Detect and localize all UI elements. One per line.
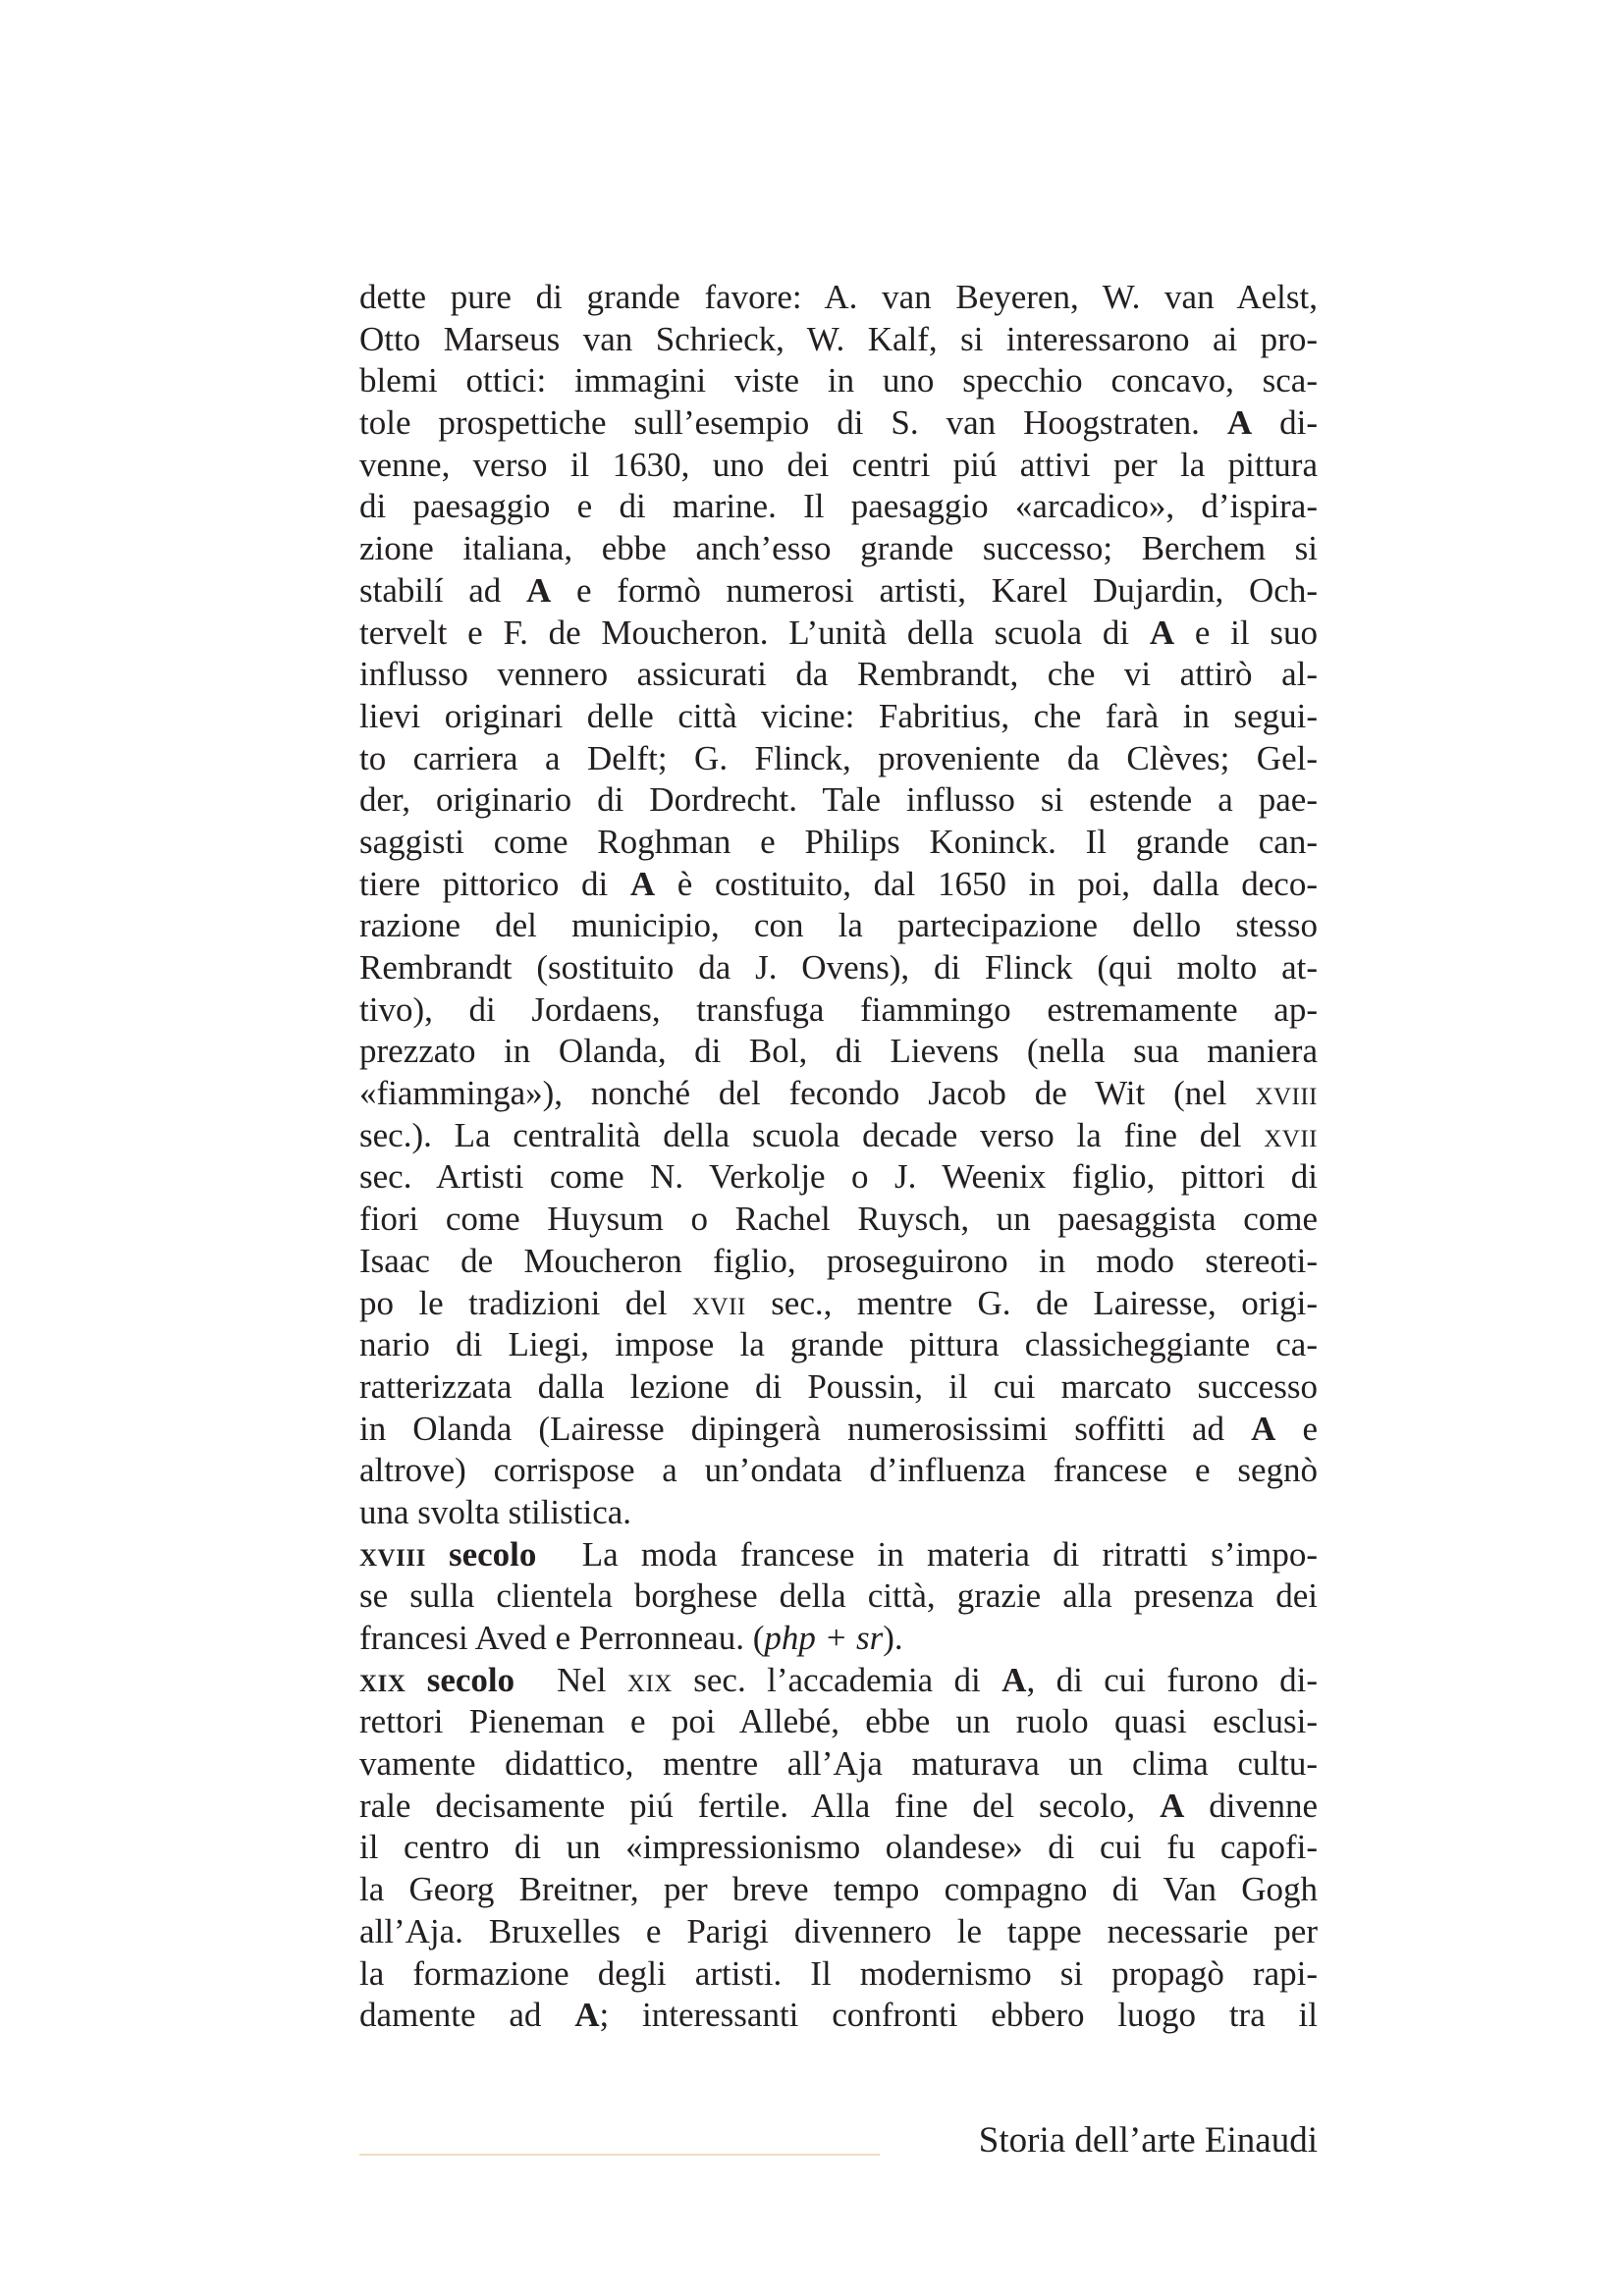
text-segment: in Olanda (Lairesse dipingerà numerosissimi soffitti ad: [359, 1409, 1252, 1448]
text-segment: lievi originari delle città vicine: Fabritius, che farà in segui-: [359, 696, 1318, 735]
text-segment: è costituito, dal 1650 in poi, dalla deco-: [655, 864, 1318, 903]
styled-text: xix: [359, 1660, 406, 1699]
text-segment: «fiamminga»), nonché del fecondo Jacob de Wit (nel: [359, 1074, 1256, 1113]
text-line: [359, 864, 1318, 906]
text-segment: nario di Liegi, impose la grande pittura classicheggiante ca-: [359, 1325, 1318, 1364]
text-segment: ; interessanti confronti ebbero luogo tra il: [599, 1996, 1318, 2035]
page-body: [359, 277, 1318, 2037]
text-line: [359, 989, 1318, 1032]
text-line: [359, 1492, 1318, 1534]
text-segment: di-: [1252, 403, 1318, 443]
text-segment: francesi Aved e Perronneau. (: [359, 1619, 765, 1657]
text-line: [359, 696, 1318, 738]
text-line: [359, 1156, 1318, 1199]
text-segment: ).: [883, 1619, 903, 1657]
footer-rule: [359, 2154, 880, 2156]
text-segment: tole prospettiche sull’esempio di S. van Hoogstraten.: [359, 403, 1227, 443]
text-line: [359, 1366, 1318, 1409]
text-segment: dette pure di grande favore: A. van Beyeren, W. van Aelst,: [359, 278, 1318, 316]
text-line: [359, 779, 1318, 822]
text-line: [359, 947, 1318, 989]
text-line: [359, 319, 1318, 361]
styled-text: xix: [626, 1660, 673, 1699]
text-segment: Otto Marseus van Schrieck, W. Kalf, si interessarono ai pro-: [359, 319, 1318, 358]
text-segment: Rembrandt (sostituito da J. Ovens), di Flinck (qui molto at-: [359, 948, 1318, 987]
text-line: [359, 360, 1318, 402]
styled-text: php + sr: [764, 1619, 884, 1657]
text-segment: stabilí ad: [359, 570, 527, 610]
text-line: [359, 1701, 1318, 1743]
text-line: [359, 1409, 1318, 1451]
text-line: [359, 1324, 1318, 1366]
text-line: [359, 402, 1318, 445]
text-segment: , di cui furono di-: [1026, 1660, 1318, 1699]
text-segment: po le tradizioni del: [359, 1283, 692, 1322]
text-line: [359, 905, 1318, 947]
text-segment: influsso vennero assicurati da Rembrandt, che vi attirò al-: [359, 655, 1318, 694]
page-footer: [359, 2118, 1318, 2167]
styled-text: A: [574, 1996, 600, 2035]
styled-text: A: [629, 864, 656, 903]
styled-text: secolo: [406, 1660, 515, 1699]
text-segment: to carriera a Delft; G. Flinck, proveniente da Clèves; Gel-: [359, 738, 1318, 777]
text-line: [359, 1827, 1318, 1869]
text-line: [359, 1073, 1318, 1115]
text-line: [359, 1953, 1318, 1996]
text-line: [359, 528, 1318, 570]
text-segment: la formazione degli artisti. Il modernismo si propagò rapi-: [359, 1953, 1318, 1993]
text-segment: rale decisamente piú fertile. Alla fine del secolo,: [359, 1786, 1161, 1825]
text-segment: vamente didattico, mentre all’Aja maturava un clima cultu-: [359, 1744, 1318, 1784]
text-line: [359, 1786, 1318, 1828]
footer-title: Storia dell’arte Einaudi: [978, 2120, 1318, 2161]
text-line: [359, 486, 1318, 528]
text-segment: rettori Pieneman e poi Allebé, ebbe un ruolo quasi esclusi-: [359, 1702, 1318, 1741]
text-segment: sec. l’accademia di: [672, 1660, 1002, 1699]
text-line: [359, 570, 1318, 613]
text-line: [359, 738, 1318, 780]
text-segment: der, originario di Dordrecht. Tale influsso si estende a pae-: [359, 780, 1318, 820]
styled-text: xvii: [1264, 1115, 1318, 1154]
text-line: [359, 1283, 1318, 1325]
text-line: [359, 1534, 1318, 1576]
text-segment: e: [1275, 1409, 1318, 1448]
text-segment: divenne: [1184, 1786, 1319, 1825]
text-line: [359, 1450, 1318, 1492]
text-segment: di paesaggio e di marine. Il paesaggio «arcadico», d’ispira-: [359, 487, 1318, 526]
text-line: [359, 1743, 1318, 1786]
text-line: [359, 277, 1318, 319]
text-segment: all’Aja. Bruxelles e Parigi divennero le tappe necessarie per: [359, 1911, 1318, 1950]
styled-text: xviii: [1255, 1074, 1318, 1113]
text-segment: altrove) corrispose a un’ondata d’influenza francese e segnò: [359, 1451, 1318, 1490]
text-line: [359, 1115, 1318, 1157]
text-line: [359, 1618, 1318, 1660]
text-segment: Isaac de Moucheron figlio, proseguirono in modo stereoti-: [359, 1241, 1318, 1280]
text-segment: saggisti come Roghman e Philips Koninck. Il grande can-: [359, 822, 1318, 861]
text-segment: zione italiana, ebbe anch’esso grande successo; Berchem si: [359, 529, 1318, 568]
text-segment: la Georg Breitner, per breve tempo compagno di Van Gogh: [359, 1870, 1318, 1909]
text-line: [359, 1995, 1318, 2037]
text-segment: venne, verso il 1630, uno dei centri piú attivi per la pittura: [359, 445, 1318, 484]
text-segment: ratterizzata dalla lezione di Poussin, il cui marcato successo: [359, 1366, 1318, 1406]
text-segment: blemi ottici: immagini viste in uno specchio concavo, sca-: [359, 361, 1318, 400]
text-line: [359, 1869, 1318, 1911]
text-segment: razione del municipio, con la partecipazione dello stesso: [359, 906, 1318, 945]
text-segment: Nel: [514, 1660, 627, 1699]
text-segment: il centro di un «impressionismo olandese» di cui fu capofi-: [359, 1828, 1318, 1867]
text-line: [359, 445, 1318, 487]
text-segment: sec., mentre G. de Lairesse, origi-: [745, 1283, 1318, 1322]
text-segment: damente ad: [359, 1996, 575, 2035]
text-segment: tiere pittorico di: [359, 864, 630, 903]
text-segment: tervelt e F. de Moucheron. L’unità della scuola di: [359, 613, 1150, 652]
styled-text: secolo: [425, 1534, 537, 1574]
text-segment: fiori come Huysum o Rachel Ruysch, un paesaggista come: [359, 1200, 1318, 1239]
text-line: [359, 822, 1318, 864]
styled-text: A: [1149, 613, 1175, 652]
text-segment: una svolta stilistica.: [359, 1492, 632, 1531]
text-segment: se sulla clientela borghese della città, grazie alla presenza dei: [359, 1576, 1318, 1616]
text-line: [359, 1575, 1318, 1618]
styled-text: xvii: [691, 1283, 746, 1322]
text-segment: e formò numerosi artisti, Karel Dujardin, Och-: [551, 570, 1318, 610]
styled-text: A: [1226, 403, 1253, 443]
text-line: [359, 613, 1318, 655]
text-segment: e il suo: [1174, 613, 1319, 652]
text-segment: sec.). La centralità della scuola decade verso la fine del: [359, 1115, 1265, 1154]
text-segment: prezzato in Olanda, di Bol, di Lievens (nella sua maniera: [359, 1032, 1318, 1071]
text-segment: La moda francese in materia di ritratti s’impo-: [536, 1534, 1319, 1574]
styled-text: xviii: [359, 1534, 426, 1574]
styled-text: A: [526, 570, 552, 610]
text-line: [359, 1031, 1318, 1073]
text-line: [359, 1241, 1318, 1283]
text-line: [359, 1199, 1318, 1241]
text-line: [359, 654, 1318, 696]
styled-text: A: [1251, 1409, 1276, 1448]
styled-text: A: [1160, 1786, 1185, 1825]
text-line: [359, 1660, 1318, 1702]
text-segment: sec. Artisti come N. Verkolje o J. Weenix figlio, pittori di: [359, 1157, 1318, 1197]
styled-text: A: [1001, 1660, 1027, 1699]
text-line: [359, 1911, 1318, 1953]
text-segment: tivo), di Jordaens, transfuga fiammingo estremamente ap-: [359, 989, 1318, 1029]
